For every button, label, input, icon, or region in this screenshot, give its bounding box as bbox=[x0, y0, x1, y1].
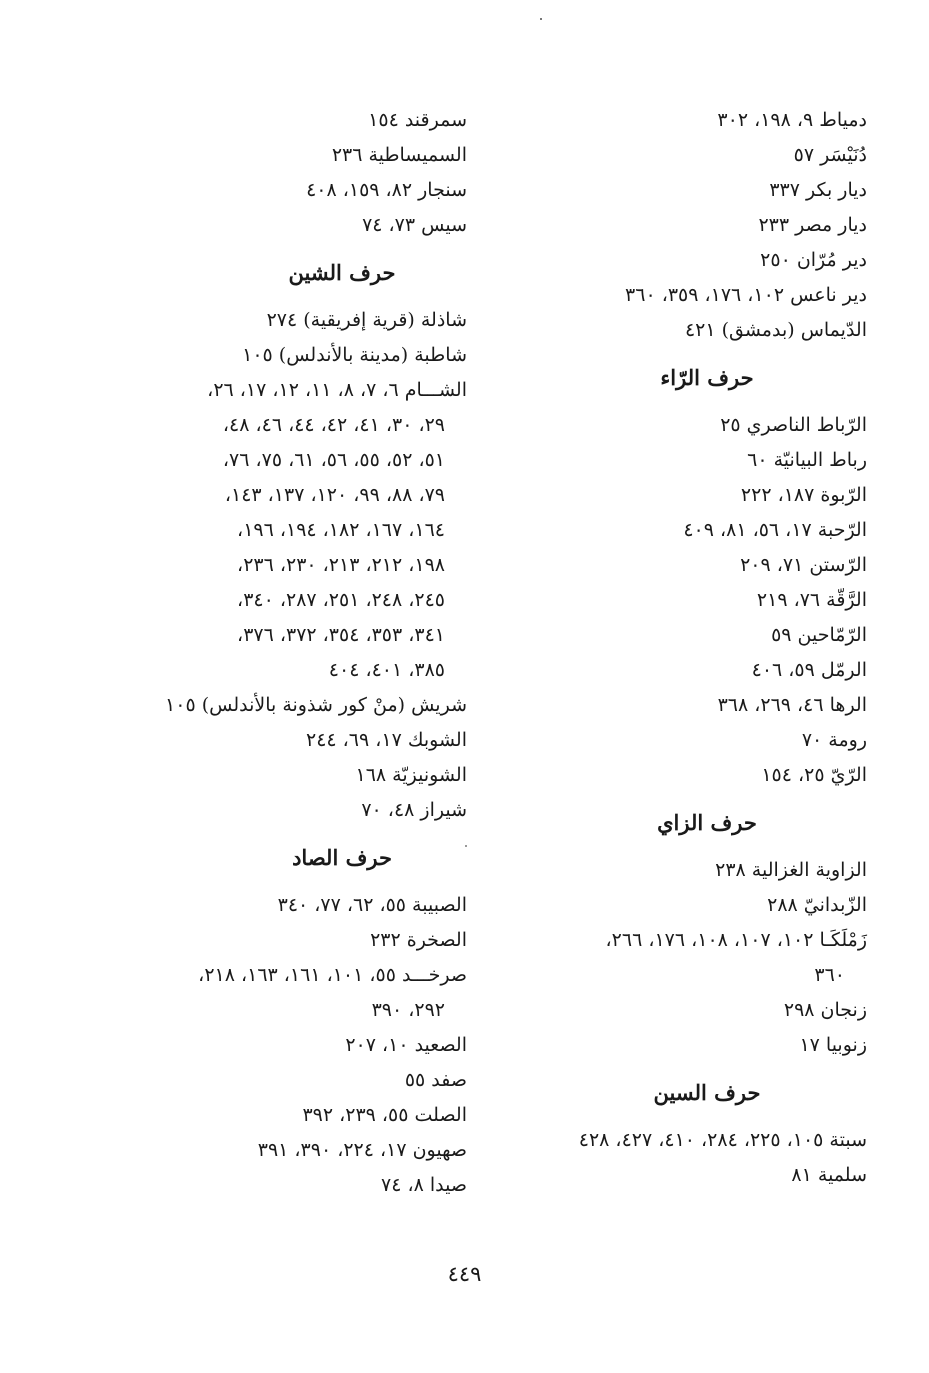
index-entry-continuation: ٢٩٢، ٣٩٠ bbox=[371, 999, 445, 1021]
index-entry: السميساطية ٢٣٦ bbox=[331, 144, 467, 166]
index-entry: شريش (منْ كور شذونة بالأندلس) ١٠٥ bbox=[165, 694, 467, 716]
index-entry: الرّستن ٧١، ٢٠٩ bbox=[740, 554, 867, 576]
index-entry: صفد ٥٥ bbox=[404, 1069, 467, 1091]
index-entry: صهيون ١٧، ٢٢٤، ٣٩٠، ٣٩١ bbox=[257, 1139, 467, 1161]
index-entry: زنجان ٢٩٨ bbox=[783, 999, 867, 1021]
index-entry: دير ناعس ١٠٢، ١٧٦، ٣٥٩، ٣٦٠ bbox=[625, 284, 867, 306]
index-entry: شاذلة (قرية إفريقية) ٢٧٤ bbox=[266, 309, 467, 331]
index-entry: شاطبة (مدينة بالأندلس) ١٠٥ bbox=[242, 344, 467, 366]
index-entry: الصخرة ٢٣٢ bbox=[370, 929, 467, 951]
index-entry: رباط البيانيّة ٦٠ bbox=[747, 449, 867, 471]
index-entry: الزّبدانيّ ٢٨٨ bbox=[767, 894, 867, 916]
index-entry: الشـــام ٦، ٧، ٨، ١١، ١٢، ١٧، ٢٦، bbox=[207, 379, 467, 401]
index-entry-continuation: ١٦٤، ١٦٧، ١٨٢، ١٩٤، ١٩٦، bbox=[237, 519, 445, 541]
index-entry: شيراز ٤٨، ٧٠ bbox=[361, 799, 467, 821]
index-entry: الشونيزيّة ١٦٨ bbox=[355, 764, 467, 786]
index-entry: سلمية ٨١ bbox=[791, 1164, 867, 1186]
index-entry: سمرقند ١٥٤ bbox=[368, 109, 467, 131]
index-entry: الرمّل ٥٩، ٤٠٦ bbox=[751, 659, 867, 681]
index-entry: الرّمّاحين ٥٩ bbox=[771, 624, 867, 646]
index-entry: الرّيّ ٢٥، ١٥٤ bbox=[761, 764, 867, 786]
index-entry-continuation: ١٩٨، ٢١٢، ٢١٣، ٢٣٠، ٢٣٦، bbox=[237, 554, 445, 576]
index-entry-continuation: ٣٦٠ bbox=[814, 964, 845, 986]
scan-mark bbox=[540, 18, 542, 20]
index-entry-continuation: ٥١، ٥٢، ٥٥، ٥٦، ٦١، ٧٥، ٧٦، bbox=[222, 449, 445, 471]
section-heading: حرف الشين bbox=[288, 260, 396, 285]
page-number: ٤٤٩ bbox=[447, 1262, 482, 1286]
section-heading: حرف السين bbox=[653, 1080, 761, 1105]
index-entry: دمياط ٩، ١٩٨، ٣٠٢ bbox=[717, 109, 867, 131]
index-entry: زنوبيا ١٧ bbox=[799, 1034, 867, 1056]
index-entry: الزاوية الغزالية ٢٣٨ bbox=[715, 859, 867, 881]
index-entry: ديار مصر ٢٣٣ bbox=[758, 214, 867, 236]
section-heading: حرف الرّاء bbox=[660, 365, 754, 390]
index-entry: الرّباط الناصري ٢٥ bbox=[720, 414, 867, 436]
index-entry: الرَّقّة ٧٦، ٢١٩ bbox=[756, 589, 867, 611]
index-entry-continuation: ٣٤١، ٣٥٣، ٣٥٤، ٣٧٢، ٣٧٦، bbox=[237, 624, 445, 646]
index-entry-continuation: ٣٨٥، ٤٠١، ٤٠٤ bbox=[328, 659, 445, 681]
index-entry-continuation: ٢٤٥، ٢٤٨، ٢٥١، ٢٨٧، ٣٤٠، bbox=[237, 589, 445, 611]
index-entry: رومة ٧٠ bbox=[801, 729, 867, 751]
index-entry: دُنَيْسَر ٥٧ bbox=[793, 144, 867, 166]
index-entry: الرّبوة ١٨٧، ٢٢٢ bbox=[740, 484, 867, 506]
section-heading: حرف الصاد bbox=[292, 845, 392, 870]
index-entry: الرها ٤٦، ٢٦٩، ٣٦٨ bbox=[717, 694, 867, 716]
index-entry: الشوبك ١٧، ٦٩، ٢٤٤ bbox=[306, 729, 467, 751]
index-entry: الصعيد ١٠، ٢٠٧ bbox=[345, 1034, 467, 1056]
index-entry: دير مُرّان ٢٥٠ bbox=[760, 249, 867, 271]
index-entry: الصبيبة ٥٥، ٦٢، ٧٧، ٣٤٠ bbox=[277, 894, 467, 916]
index-entry: زَمْلَكَـا ١٠٢، ١٠٧، ١٠٨، ١٧٦، ٢٦٦، bbox=[605, 929, 867, 951]
index-entry: الرّحبة ١٧، ٥٦، ٨١، ٤٠٩ bbox=[683, 519, 867, 541]
index-entry: صرخـــد ٥٥، ١٠١، ١٦١، ١٦٣، ٢١٨، bbox=[198, 964, 467, 986]
section-heading: حرف الزاي bbox=[657, 810, 757, 835]
index-entry: ديار بكر ٣٣٧ bbox=[769, 179, 867, 201]
index-entry-continuation: ٧٩، ٨٨، ٩٩، ١٢٠، ١٣٧، ١٤٣، bbox=[224, 484, 445, 506]
index-entry: صيدا ٨، ٧٤ bbox=[381, 1174, 467, 1196]
index-entry-continuation: ٢٩، ٣٠، ٤١، ٤٢، ٤٤، ٤٦، ٤٨، bbox=[222, 414, 445, 436]
index-entry: سبتة ١٠٥، ٢٢٥، ٢٨٤، ٤١٠، ٤٢٧، ٤٢٨ bbox=[578, 1129, 867, 1151]
index-column-right bbox=[487, 103, 867, 1193]
index-entry: الدّيماس (بدمشق) ٤٢١ bbox=[684, 319, 867, 341]
index-entry: سنجار ٨٢، ١٥٩، ٤٠٨ bbox=[306, 179, 467, 201]
index-column-left bbox=[107, 103, 467, 1203]
index-entry: الصلت ٥٥، ٢٣٩، ٣٩٢ bbox=[302, 1104, 467, 1126]
index-entry: سيس ٧٣، ٧٤ bbox=[362, 214, 467, 236]
